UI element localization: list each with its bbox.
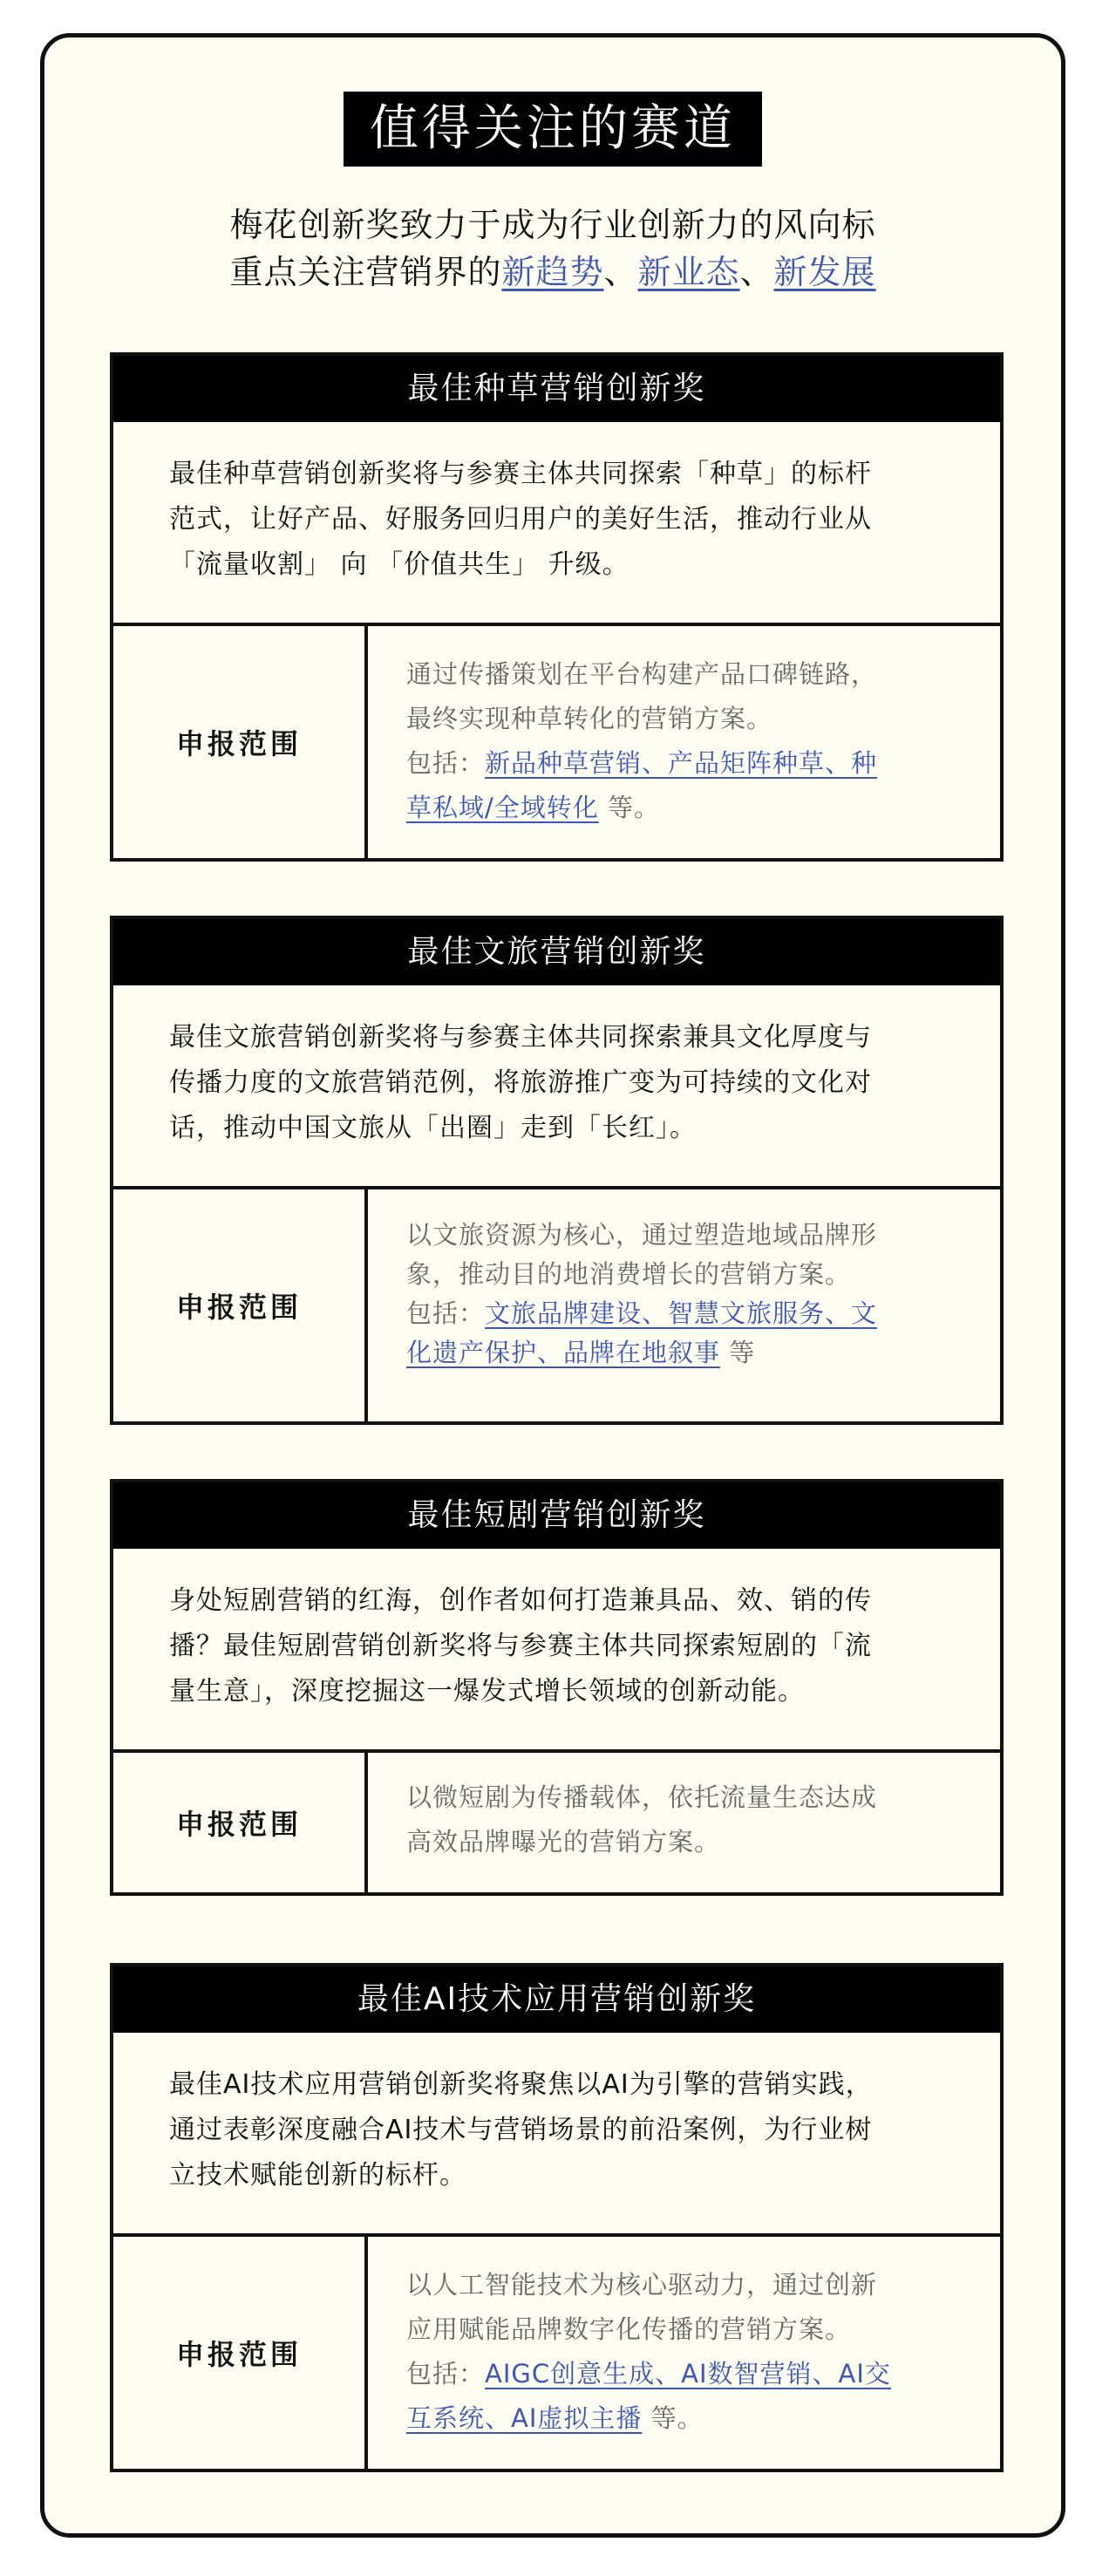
intro-link-new-development[interactable]: 新发展: [773, 253, 876, 291]
intro-separator: 、: [603, 253, 638, 291]
scope-include-line-2: [406, 786, 951, 830]
scope-include-line-2: [406, 2396, 951, 2441]
description-line: 话，推动中国文旅从「出圈」走到「长红」。: [169, 1113, 697, 1143]
scope-line: 通过传播策划在平台构建产品口碑链路，: [406, 659, 878, 689]
scope-line: 以微短剧为传播载体，依托流量生态达成: [406, 1782, 878, 1812]
intro-separator: 、: [739, 253, 774, 291]
scope-include-line-1: [406, 741, 951, 786]
description-line: 播？最佳短剧营销创新奖将与参赛主体共同探索短剧的「流: [169, 1631, 872, 1661]
include-prefix: 包括：: [406, 1298, 486, 1328]
intro-text: [44, 201, 1061, 296]
award-title: 最佳文旅营销创新奖: [113, 919, 1000, 985]
scope-include-line-2: [406, 1333, 951, 1373]
description-line: 传播力度的文旅营销范例，将旅游推广变为可持续的文化对: [169, 1067, 872, 1098]
description-line: 立技术赋能创新的标杆。: [169, 2160, 466, 2191]
scope-content: [368, 2237, 1000, 2469]
award-description: [113, 985, 1000, 1189]
award-title: 最佳种草营销创新奖: [113, 356, 1000, 422]
include-suffix: 等。: [598, 793, 660, 822]
intro-line-1: 梅花创新奖致力于成为行业创新力的风向标: [229, 206, 876, 244]
page-frame: [40, 33, 1065, 2538]
scope-line: 应用赋能品牌数字化传播的营销方案。: [406, 2314, 852, 2344]
scope-row: [113, 2237, 1000, 2469]
include-link[interactable]: 文旅品牌建设、智慧文旅服务、文: [485, 1298, 878, 1328]
scope-row: [113, 1753, 1000, 1892]
intro-link-new-format[interactable]: 新业态: [637, 253, 740, 291]
include-suffix: 等。: [642, 2403, 704, 2433]
scope-content: [368, 626, 1000, 858]
scope-content: [368, 1753, 1000, 1892]
scope-label: 申报范围: [113, 1189, 368, 1421]
description-line: 最佳AI技术应用营销创新奖将聚焦以AI为引擎的营销实践，: [169, 2069, 873, 2100]
scope-line: 高效品牌曝光的营销方案。: [406, 1827, 721, 1857]
include-link[interactable]: 化遗产保护、品牌在地叙事: [406, 1338, 721, 1367]
title-wrap: [44, 92, 1061, 167]
award-title: 最佳AI技术应用营销创新奖: [113, 1966, 1000, 2033]
scope-include-line-1: [406, 1294, 951, 1333]
award-description: [113, 2033, 1000, 2237]
scope-line: 以文旅资源为核心，通过塑造地域品牌形: [406, 1220, 878, 1250]
award-title: 最佳短剧营销创新奖: [113, 1482, 1000, 1549]
description-line: 身处短剧营销的红海，创作者如何打造兼具品、效、销的传: [169, 1585, 872, 1616]
include-link[interactable]: AIGC创意生成、AI数智营销、AI交: [485, 2359, 891, 2389]
award-section-short-drama: [110, 1479, 1004, 1896]
scope-include-line-1: [406, 2352, 951, 2396]
include-suffix: 等: [720, 1338, 756, 1367]
page-title: 值得关注的赛道: [344, 92, 762, 167]
award-description: [113, 422, 1000, 626]
intro-link-new-trend[interactable]: 新趋势: [501, 253, 604, 291]
description-line: 范式，让好产品、好服务回归用户的美好生活，推动行业从: [169, 504, 872, 535]
description-line: 最佳文旅营销创新奖将与参赛主体共同探索兼具文化厚度与: [169, 1022, 872, 1053]
award-description: [113, 1549, 1000, 1753]
scope-label: 申报范围: [113, 626, 368, 858]
include-link[interactable]: 草私域/全域转化: [406, 793, 599, 822]
scope-label: 申报范围: [113, 1753, 368, 1892]
scope-row: [113, 626, 1000, 858]
description-line: 「流量收割」 向 「价值共生」 升级。: [169, 549, 629, 580]
include-link[interactable]: 互系统、AI虚拟主播: [406, 2403, 643, 2433]
award-section-ai-technology: [110, 1963, 1004, 2472]
description-line: 量生意」，深度挖掘这一爆发式增长领域的创新动能。: [169, 1676, 805, 1707]
description-line: 最佳种草营销创新奖将与参赛主体共同探索「种草」的标杆: [169, 459, 872, 489]
description-line: 通过表彰深度融合AI技术与营销场景的前沿案例，为行业树: [169, 2115, 873, 2145]
include-prefix: 包括：: [406, 748, 486, 778]
scope-row: [113, 1189, 1000, 1421]
scope-line: 象，推动目的地消费增长的营销方案。: [406, 1259, 852, 1289]
scope-content: [368, 1189, 1000, 1421]
include-link[interactable]: 新品种草营销、产品矩阵种草、种: [485, 748, 878, 778]
scope-label: 申报范围: [113, 2237, 368, 2469]
include-prefix: 包括：: [406, 2359, 486, 2389]
scope-line: 最终实现种草转化的营销方案。: [406, 704, 773, 733]
award-section-seeding: [110, 352, 1004, 862]
intro-line-2-prefix: 重点关注营销界的: [229, 253, 502, 291]
award-section-cultural-tourism: [110, 916, 1004, 1425]
intro-line-2: [44, 249, 1061, 296]
scope-line: 以人工智能技术为核心驱动力，通过创新: [406, 2270, 878, 2300]
